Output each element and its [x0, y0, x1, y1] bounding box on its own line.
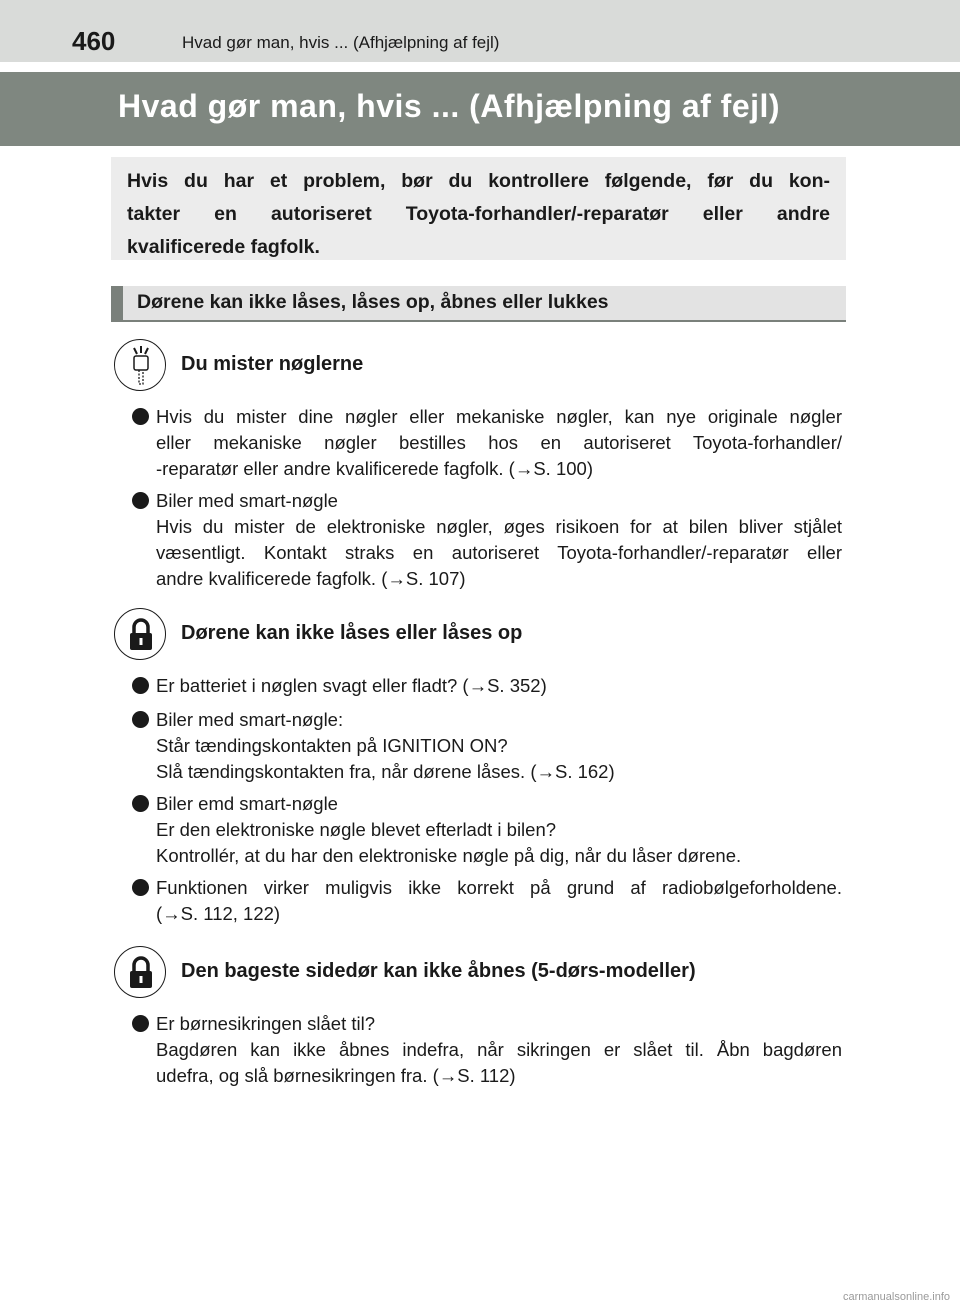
subsection-rear-door — [114, 946, 874, 1000]
bullet-line: Hvis du mister de elektroniske nøgler, øges risikoen for at bilen bliver stjålet — [156, 516, 842, 537]
intro-line: Hvis du har et problem, bør du kontrollere følgende, før du kon- — [127, 170, 830, 192]
subsection-title: Dørene kan ikke låses eller låses op — [181, 622, 523, 644]
list-item — [132, 707, 842, 785]
list-item — [132, 791, 842, 869]
bullet-icon — [132, 677, 149, 694]
list-item — [132, 875, 842, 927]
page-title: Hvad gør man, hvis ... (Afhjælpning af fejl) — [118, 88, 781, 124]
bullet-line: Bagdøren kan ikke åbnes indefra, når sikringen er slået til. Åbn bagdøren — [156, 1039, 842, 1060]
list-item — [132, 488, 842, 592]
bullet-line: udefra, og slå børnesikringen fra. (→S. 112) — [156, 1065, 516, 1086]
bullet-line: -reparatør eller andre kvalificerede fagfolk. (→S. 100) — [156, 458, 593, 479]
bullet-line: (→S. 112, 122) — [156, 903, 281, 924]
bullet-line: Biler med smart-nøgle: — [156, 709, 344, 730]
bullet-line: Biler med smart-nøgle — [156, 490, 338, 511]
subsection-title: Den bageste sidedør kan ikke åbnes (5-dørs-modeller) — [181, 960, 696, 982]
bullet-line: Biler emd smart-nøgle — [156, 793, 338, 814]
page-number: 460 — [72, 26, 116, 56]
intro-line: kvalificerede fagfolk. — [127, 236, 320, 258]
section-heading — [111, 286, 846, 322]
key-icon — [114, 339, 166, 391]
subsection-lost-keys — [114, 339, 874, 393]
bullet-line: Kontrollér, at du har den elektroniske nøgle på dig, når du låser dørene. — [156, 845, 742, 866]
bullet-line: Er den elektroniske nøgle blevet efterladt i bilen? — [156, 819, 557, 840]
bullet-line: Står tændingskontakten på IGNITION ON? — [156, 735, 508, 756]
running-header — [0, 0, 960, 62]
bullet-line: væsentligt. Kontakt straks en autoriseret Toyota-forhandler/-reparatør eller — [156, 542, 842, 563]
list-item — [132, 404, 842, 482]
list-item — [132, 1011, 842, 1089]
bullet-icon — [132, 408, 149, 425]
subsection-lock-unlock — [114, 608, 874, 662]
running-title: Hvad gør man, hvis ... (Afhjælpning af fejl) — [182, 33, 500, 52]
intro-box — [111, 157, 846, 260]
bullet-line: Funktionen virker muligvis ikke korrekt på grund af radiobølgeforholdene. — [156, 877, 842, 898]
bullet-icon — [132, 711, 149, 728]
padlock-icon — [114, 608, 166, 660]
bullet-line: Er børnesikringen slået til? — [156, 1013, 376, 1034]
chapter-title-band — [0, 72, 960, 146]
bullet-icon — [132, 492, 149, 509]
subsection-title: Du mister nøglerne — [181, 353, 364, 375]
bullet-line: eller mekaniske nøgler bestilles hos en autoriseret Toyota-forhandler/ — [156, 432, 842, 453]
bullet-icon — [132, 795, 149, 812]
bullet-line: Hvis du mister dine nøgler eller mekaniske nøgler, kan nye originale nøgler — [156, 406, 842, 427]
bullet-line: Slå tændingskontakten fra, når dørene låses. (→S. 162) — [156, 761, 615, 782]
intro-line: takter en autoriseret Toyota-forhandler/-reparatør eller andre — [127, 203, 830, 225]
padlock-icon — [114, 946, 166, 998]
bullet-icon — [132, 879, 149, 896]
bullet-line: andre kvalificerede fagfolk. (→S. 107) — [156, 568, 466, 589]
section-title: Dørene kan ikke låses, låses op, åbnes eller lukkes — [137, 291, 609, 313]
list-item — [132, 673, 842, 699]
intro-text — [127, 165, 830, 264]
bullet-line: Er batteriet i nøglen svagt eller fladt? (→S. 352) — [156, 675, 547, 696]
watermark: carmanualsonline.info — [842, 1291, 950, 1303]
bullet-icon — [132, 1015, 149, 1032]
